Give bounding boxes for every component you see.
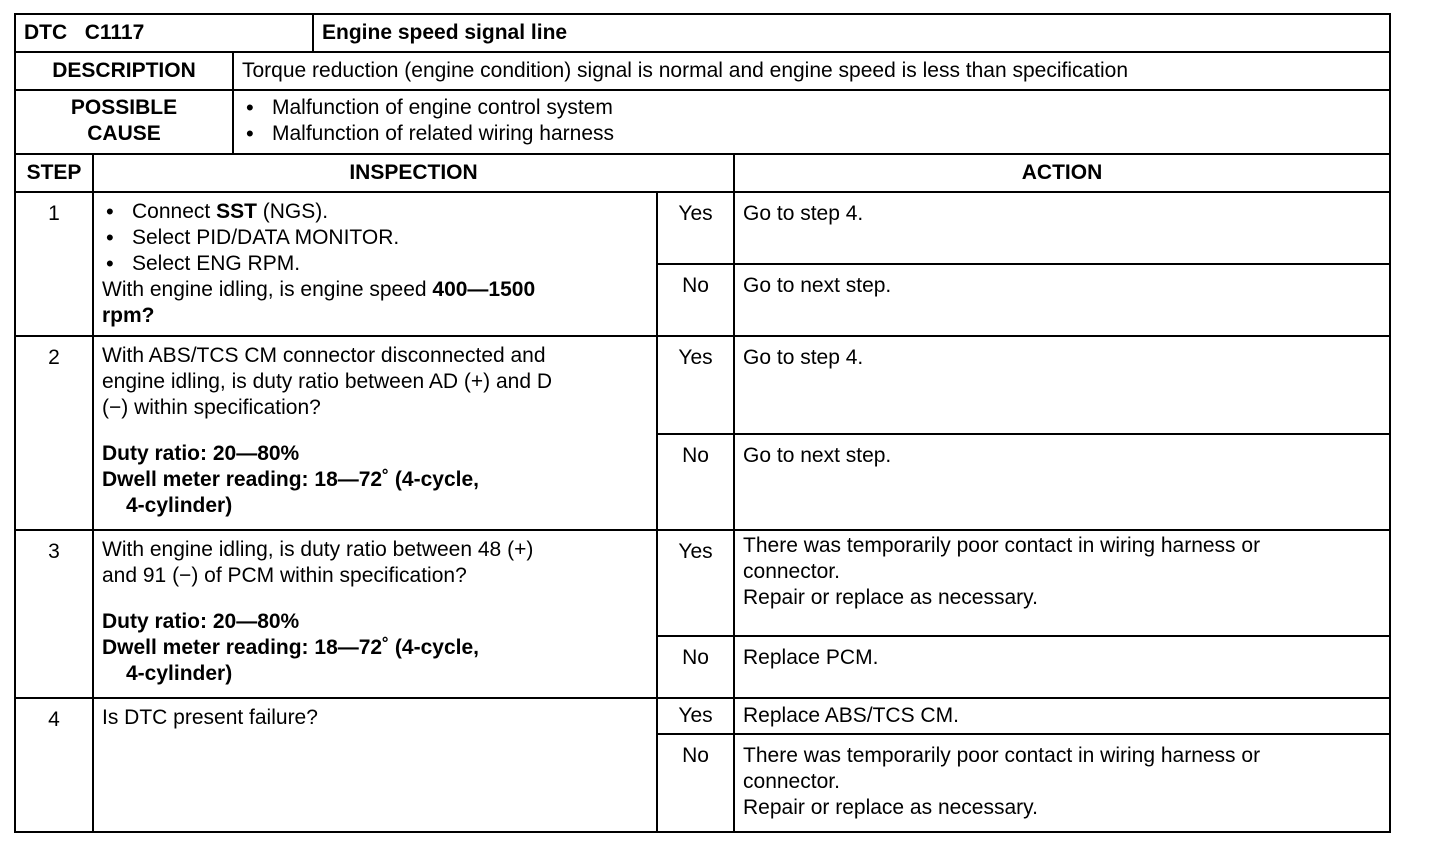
yes-label: Yes [657,530,734,636]
inspection-question: With engine idling, is engine speed 400—1500 [102,278,536,301]
question-line: With ABS/TCS CM connector disconnected and [102,344,546,367]
yes-action: Go to step 4. [734,336,1390,434]
yes-label: Yes [657,336,734,434]
dtc-title: Engine speed signal line [313,14,1390,52]
step-inspection [93,530,657,698]
action-column-header: ACTION [734,154,1390,192]
yes-action: There was temporarily poor contact in wiring harness or connector. Repair or replace as necessary. [734,530,1390,636]
dtc-label: DTC [24,21,68,44]
inspection-column-header: INSPECTION [93,154,734,192]
cause-item: • Malfunction of related wiring harness [242,121,1381,147]
yes-action: Replace ABS/TCS CM. [734,698,1390,734]
step-number: 4 [15,698,93,832]
step-number: 2 [15,336,93,530]
possible-cause-list [233,90,1390,154]
no-action: Go to next step. [734,434,1390,530]
cause-label-line-2: CAUSE [87,122,161,145]
question-line: (−) within specification? [102,396,321,419]
no-label: No [657,434,734,530]
dtc-header-table [14,13,1391,155]
possible-cause-label [15,90,233,154]
question-line: With engine idling, is duty ratio between 48 (+) [102,538,534,561]
step-number: 3 [15,530,93,698]
specification: Duty ratio: 20—80% Dwell meter reading: 18—72˚ (4-cycle, 4-cylinder) [102,442,479,517]
question-line: engine idling, is duty ratio between AD (+) and D [102,370,553,393]
specification: Duty ratio: 20—80% Dwell meter reading: 18—72˚ (4-cycle, 4-cylinder) [102,610,479,685]
yes-label: Yes [657,698,734,734]
no-action: Replace PCM. [734,636,1390,698]
cause-item: • Malfunction of engine control system [242,95,1381,121]
inspection-bullet: • Select ENG RPM. [102,251,648,277]
step-inspection [93,336,657,530]
inspection-bullet: • Select PID/DATA MONITOR. [102,225,648,251]
no-label: No [657,636,734,698]
inspection-bullet: • Connect SST (NGS). [102,199,648,225]
description-label: DESCRIPTION [15,52,233,90]
cause-label-line-1: POSSIBLE [70,96,178,119]
dtc-document [14,13,1391,833]
step-inspection [93,192,657,336]
step-inspection: Is DTC present failure? [93,698,657,832]
no-label: No [657,264,734,336]
yes-label: Yes [657,192,734,264]
step-number: 1 [15,192,93,336]
step-column-header: STEP [15,154,93,192]
dtc-code: C1117 [84,21,145,44]
question-line: and 91 (−) of PCM within specification? [102,564,467,587]
description-text: Torque reduction (engine condition) signal is normal and engine speed is less than specification [233,52,1390,90]
yes-action: Go to step 4. [734,192,1390,264]
no-action: There was temporarily poor contact in wiring harness or connector. Repair or replace as necessary. [734,734,1390,832]
inspection-question-unit: rpm? [102,304,155,327]
steps-table [14,153,1391,833]
dtc-code-cell [15,14,313,52]
no-label: No [657,734,734,832]
no-action: Go to next step. [734,264,1390,336]
